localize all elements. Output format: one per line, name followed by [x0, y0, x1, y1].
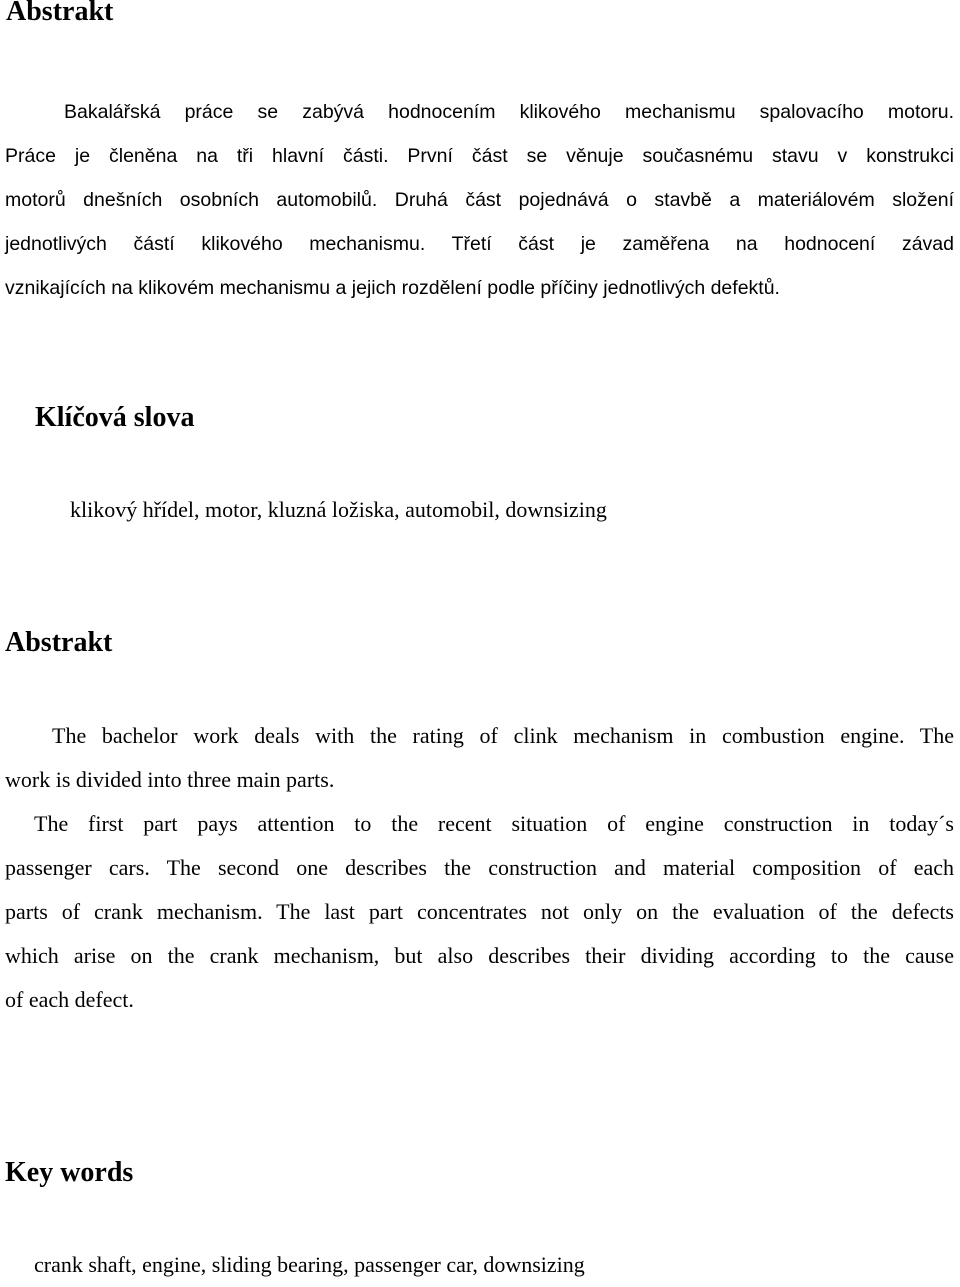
abstract-en-line: The bachelor work deals with the rating of clink mechanism in combustion engine. The: [52, 723, 954, 748]
keywords-cz-text: klikový hřídel, motor, kluzná ložiska, automobil, downsizing: [70, 497, 607, 522]
abstract-en-line: passenger cars. The second one describes the construction and material composition of each: [5, 855, 954, 880]
abstract-cz-line: vznikajících na klikovém mechanismu a jejich rozdělení podle příčiny jednotlivých defektů.: [5, 277, 780, 299]
abstract-en-line: parts of crank mechanism. The last part concentrates not only on the evaluation of the defects: [5, 899, 954, 924]
abstract-cz-line: motorů dnešních osobních automobilů. Druhá část pojednává o stavbě a materiálovém složení: [5, 189, 954, 211]
abstract-en-line: which arise on the crank mechanism, but also describes their dividing according to the cause: [5, 943, 954, 968]
abstract-en-line: work is divided into three main parts.: [5, 767, 335, 792]
keywords-en-text: crank shaft, engine, sliding bearing, passenger car, downsizing: [34, 1252, 585, 1277]
abstract-en-heading: Abstrakt: [5, 627, 113, 658]
keywords-en-heading: Key words: [5, 1157, 134, 1188]
abstract-cz-paragraph: [5, 90, 954, 310]
abstract-en-line: of each defect.: [5, 987, 134, 1012]
abstract-en-paragraph: [5, 714, 954, 1022]
abstract-cz-line: Bakalářská práce se zabývá hodnocením klikového mechanismu spalovacího motoru.: [64, 101, 954, 123]
keywords-cz-heading: Klíčová slova: [35, 402, 195, 433]
abstract-en-line: The first part pays attention to the recent situation of engine construction in today´s: [34, 811, 954, 836]
abstract-cz-heading: Abstrakt: [6, 0, 114, 27]
abstract-cz-line: Práce je členěna na tři hlavní části. První část se věnuje současnému stavu v konstrukci: [5, 145, 954, 167]
abstract-cz-line: jednotlivých částí klikového mechanismu. Třetí část je zaměřena na hodnocení závad: [5, 233, 954, 255]
